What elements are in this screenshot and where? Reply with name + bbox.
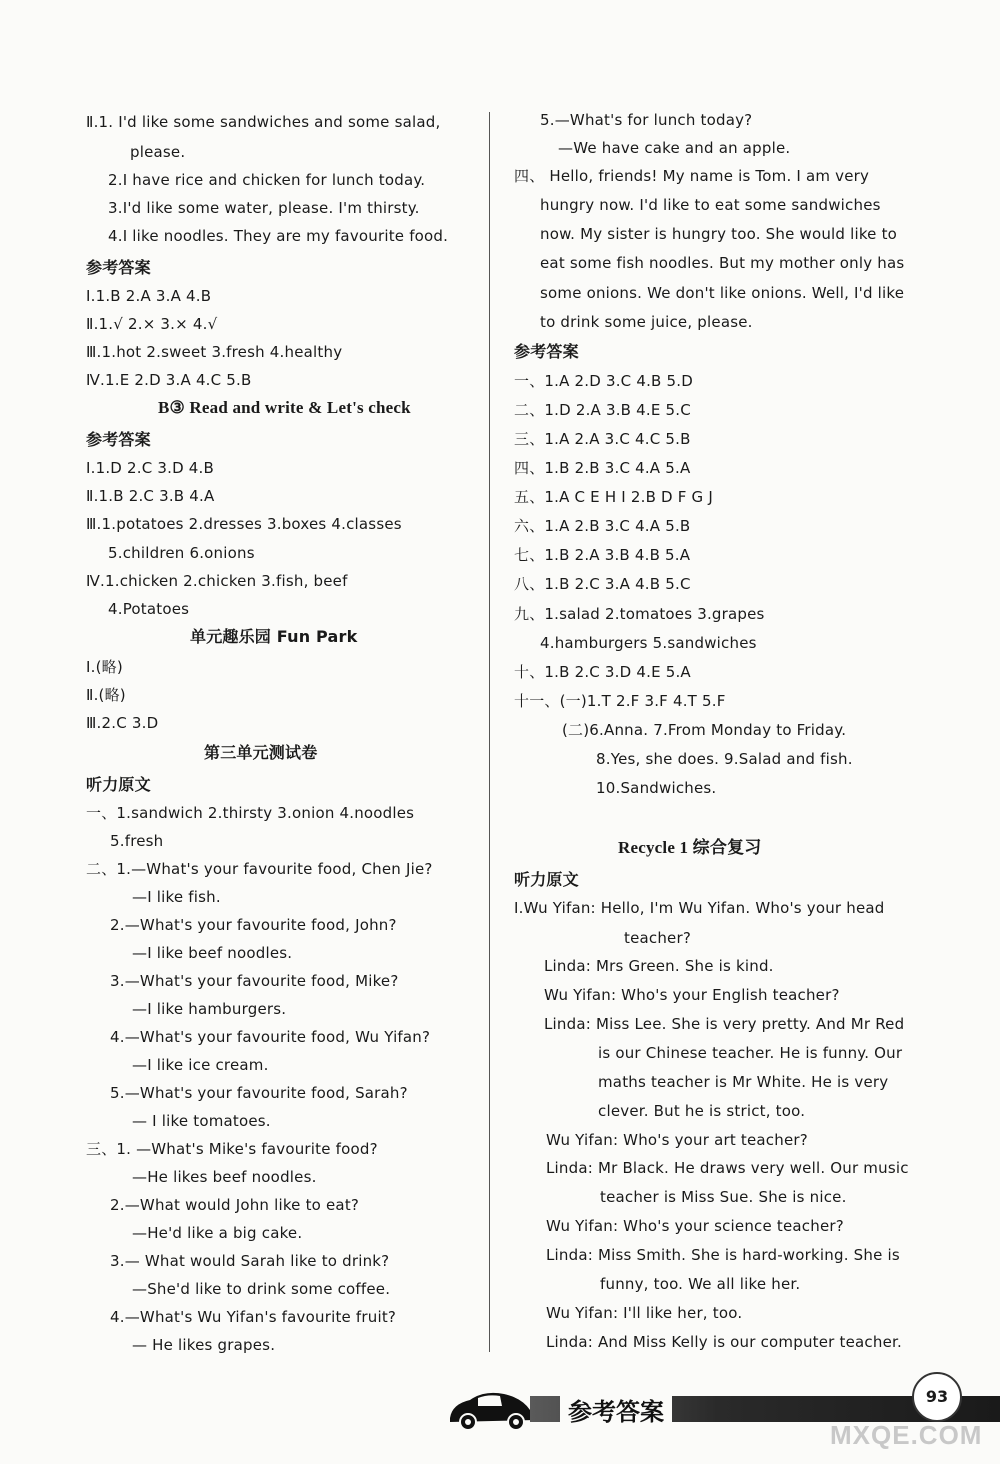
left-line: 单元趣乐园 Fun Park: [190, 627, 358, 646]
right-line: 一、1.A 2.D 3.C 4.B 5.D: [514, 372, 693, 390]
right-line: teacher is Miss Sue. She is nice.: [600, 1188, 847, 1206]
right-line: Linda: Miss Lee. She is very pretty. And Mr Red: [544, 1015, 905, 1033]
right-line: Linda: Mr Black. He draws very well. Our music: [546, 1159, 909, 1177]
right-line: Wu Yifan: Who's your science teacher?: [546, 1217, 844, 1235]
left-line: 4.Potatoes: [108, 600, 190, 618]
left-line: 5.fresh: [110, 832, 164, 850]
right-line: 5.—What's for lunch today?: [540, 111, 753, 129]
right-line: 8.Yes, she does. 9.Salad and fish.: [596, 750, 853, 768]
left-line: 3.— What would Sarah like to drink?: [110, 1252, 390, 1270]
right-line: 十、1.B 2.C 3.D 4.E 5.A: [514, 663, 691, 681]
left-line: —She'd like to drink some coffee.: [132, 1280, 391, 1298]
right-line: Wu Yifan: I'll like her, too.: [546, 1304, 743, 1322]
left-line: Ⅰ.1.D 2.C 3.D 4.B: [86, 459, 215, 477]
left-line: Ⅳ.1.chicken 2.chicken 3.fish, beef: [86, 572, 348, 590]
left-line: Ⅰ.(略): [86, 658, 123, 676]
left-line: please.: [130, 143, 186, 161]
left-line: 5.children 6.onions: [108, 544, 255, 562]
left-line: Ⅲ.1.potatoes 2.dresses 3.boxes 4.classes: [86, 515, 402, 533]
right-line: Linda: Mrs Green. She is kind.: [544, 957, 774, 975]
right-line: funny, too. We all like her.: [600, 1275, 801, 1293]
left-line: 一、1.sandwich 2.thirsty 3.onion 4.noodles: [86, 804, 415, 822]
right-line: 三、1.A 2.A 3.C 4.C 5.B: [514, 430, 691, 448]
right-line: 参考答案: [514, 342, 579, 361]
right-line: maths teacher is Mr White. He is very: [598, 1073, 889, 1091]
right-line: —We have cake and an apple.: [558, 139, 791, 157]
left-line: — He likes grapes.: [132, 1336, 276, 1354]
right-line: 二、1.D 2.A 3.B 4.E 5.C: [514, 401, 691, 419]
left-line: —I like ice cream.: [132, 1056, 269, 1074]
left-line: 听力原文: [86, 775, 151, 794]
watermark: MXQE.COM: [830, 1420, 983, 1450]
right-line: 四、1.B 2.B 3.C 4.A 5.A: [514, 459, 691, 477]
left-line: 4.—What's your favourite food, Wu Yifan?: [110, 1028, 431, 1046]
left-line: Ⅱ.(略): [86, 686, 126, 704]
right-line: 四、 Hello, friends! My name is Tom. I am very: [514, 167, 870, 185]
right-line: 听力原文: [514, 870, 579, 889]
left-line: —He likes beef noodles.: [132, 1168, 317, 1186]
left-line: 2.—What would John like to eat?: [110, 1196, 360, 1214]
car-icon: [444, 1386, 540, 1432]
right-line: clever. But he is strict, too.: [598, 1102, 806, 1120]
right-line: Linda: And Miss Kelly is our computer teacher.: [546, 1333, 902, 1351]
left-line: 4.I like noodles. They are my favourite food.: [108, 227, 449, 245]
right-line: Wu Yifan: Who's your English teacher?: [544, 986, 840, 1004]
left-line: Ⅲ.2.C 3.D: [86, 714, 159, 732]
column-divider: [489, 112, 490, 1352]
left-line: 参考答案: [86, 430, 151, 449]
left-line: 第三单元测试卷: [204, 743, 318, 762]
right-line: 六、1.A 2.B 3.C 4.A 5.B: [514, 517, 691, 535]
page-number: 93: [912, 1372, 962, 1422]
right-line: eat some fish noodles. But my mother only has: [540, 254, 905, 272]
right-line: 五、1.A C E H I 2.B D F G J: [514, 488, 713, 506]
right-line: (二)6.Anna. 7.From Monday to Friday.: [562, 721, 847, 739]
left-line: 3.—What's your favourite food, Mike?: [110, 972, 399, 990]
left-line: 4.—What's Wu Yifan's favourite fruit?: [110, 1308, 397, 1326]
left-line: 5.—What's your favourite food, Sarah?: [110, 1084, 408, 1102]
right-line: 10.Sandwiches.: [596, 779, 717, 797]
left-line: Ⅲ.1.hot 2.sweet 3.fresh 4.healthy: [86, 343, 343, 361]
right-line: teacher?: [624, 929, 692, 947]
right-line: to drink some juice, please.: [540, 313, 753, 331]
right-line: Linda: Miss Smith. She is hard-working. She is: [546, 1246, 900, 1264]
left-line: Ⅱ.1.B 2.C 3.B 4.A: [86, 487, 215, 505]
right-line: 九、1.salad 2.tomatoes 3.grapes: [514, 605, 765, 623]
left-line: Ⅳ.1.E 2.D 3.A 4.C 5.B: [86, 371, 252, 389]
left-line: 3.I'd like some water, please. I'm thirsty.: [108, 199, 420, 217]
left-line: 参考答案: [86, 258, 151, 277]
right-line: 4.hamburgers 5.sandwiches: [540, 634, 757, 652]
left-line: Ⅱ.1.√ 2.× 3.× 4.√: [86, 315, 218, 333]
right-line: Wu Yifan: Who's your art teacher?: [546, 1131, 808, 1149]
right-line: now. My sister is hungry too. She would like to: [540, 225, 898, 243]
right-line: is our Chinese teacher. He is funny. Our: [598, 1044, 903, 1062]
left-line: 2.I have rice and chicken for lunch today.: [108, 171, 426, 189]
left-line: —I like hamburgers.: [132, 1000, 287, 1018]
right-line: 八、1.B 2.C 3.A 4.B 5.C: [514, 575, 691, 593]
left-line: B③ Read and write & Let's check: [158, 398, 411, 417]
right-line: hungry now. I'd like to eat some sandwiches: [540, 196, 881, 214]
left-line: 2.—What's your favourite food, John?: [110, 916, 397, 934]
right-line: Ⅰ.Wu Yifan: Hello, I'm Wu Yifan. Who's your head: [514, 899, 885, 917]
right-line: 十一、(一)1.T 2.F 3.F 4.T 5.F: [514, 692, 726, 710]
left-line: —I like beef noodles.: [132, 944, 293, 962]
left-line: Ⅰ.1.B 2.A 3.A 4.B: [86, 287, 212, 305]
right-line: some onions. We don't like onions. Well, I'd like: [540, 284, 905, 302]
left-line: —He'd like a big cake.: [132, 1224, 303, 1242]
left-line: 二、1.—What's your favourite food, Chen Jie?: [86, 860, 433, 878]
left-line: —I like fish.: [132, 888, 221, 906]
left-line: 三、1. —What's Mike's favourite food?: [86, 1140, 378, 1158]
right-line: 七、1.B 2.A 3.B 4.B 5.A: [514, 546, 691, 564]
left-line: — I like tomatoes.: [132, 1112, 271, 1130]
left-line: Ⅱ.1. I'd like some sandwiches and some salad,: [86, 113, 441, 131]
footer-title: 参考答案: [560, 1392, 672, 1427]
right-line: Recycle 1 综合复习: [618, 838, 762, 857]
